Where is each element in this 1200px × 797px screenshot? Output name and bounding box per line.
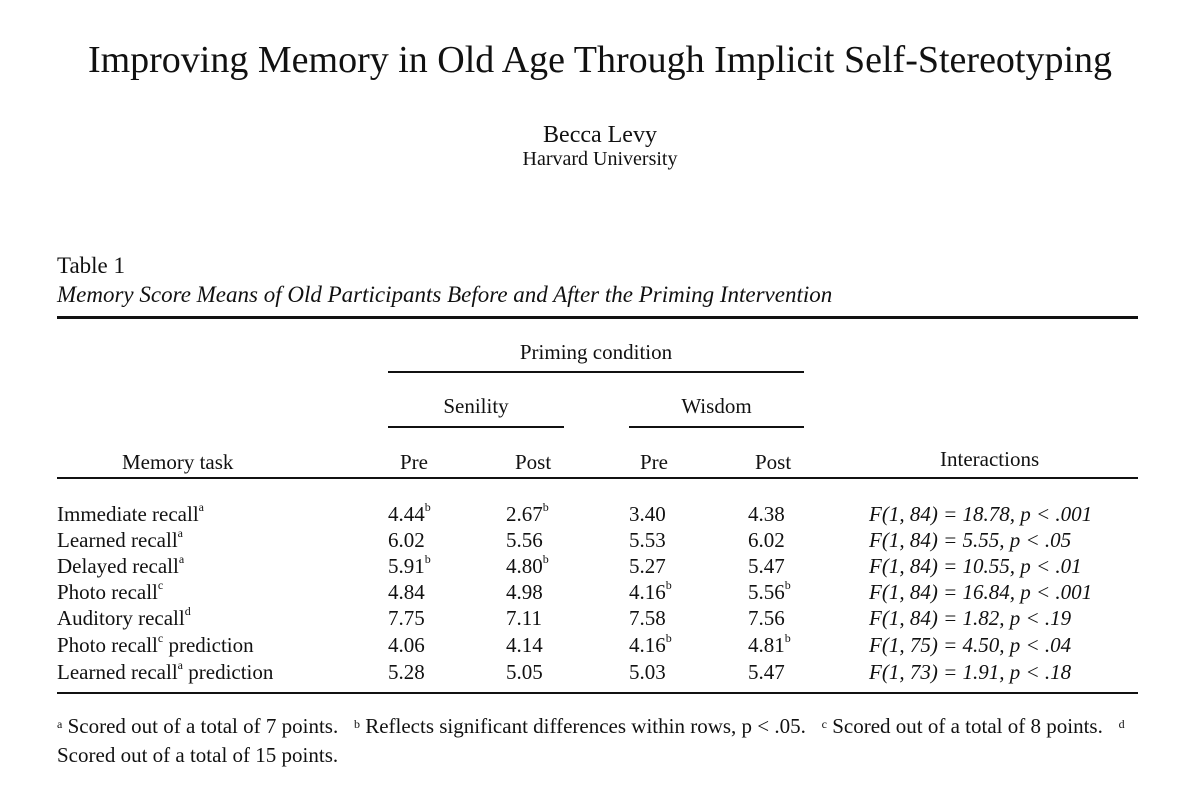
header-interactions: Interactions: [940, 447, 1040, 471]
senility-rule: [388, 426, 564, 428]
interaction-cell: F(1, 84) = 16.84, p < .001: [869, 580, 1093, 604]
wisdom-pre-cell: 4.16$^b$: [629, 631, 672, 657]
footnote-a: Scored out of a total of 7 points.: [67, 714, 339, 738]
header-priming-condition: Priming condition: [519, 340, 673, 364]
row-task: Photo recall$^c$: [57, 578, 164, 604]
wisdom-pre-cell: 5.53: [629, 528, 666, 552]
table-row: [0, 554, 1200, 580]
table-top-rule: [57, 316, 1138, 319]
interaction-cell: F(1, 84) = 5.55, p < .05: [869, 528, 1072, 552]
senility-pre-cell: 4.06: [388, 633, 425, 657]
table-row: [0, 633, 1200, 659]
interaction-cell: F(1, 84) = 1.82, p < .19: [869, 606, 1072, 630]
senility-post-cell: 5.56: [506, 528, 543, 552]
wisdom-pre-cell: 7.58: [629, 606, 666, 630]
row-task: Learned recall$^a$: [57, 526, 183, 552]
interaction-cell: F(1, 84) = 18.78, p < .001: [869, 502, 1093, 526]
header-memory-task: Memory task: [122, 450, 234, 474]
senility-post-cell: 7.11: [506, 606, 542, 630]
wisdom-post-cell: 4.81$^b$: [748, 631, 791, 657]
table-bottom-rule: [57, 692, 1138, 694]
row-task: Learned recall$^a$ prediction: [57, 658, 274, 684]
senility-pre-cell: 6.02: [388, 528, 425, 552]
wisdom-rule: [629, 426, 804, 428]
senility-pre-cell: 7.75: [388, 606, 425, 630]
wisdom-post-cell: 4.38: [748, 502, 785, 526]
row-task: Delayed recall$^a$: [57, 552, 185, 578]
wisdom-post-cell: 5.47: [748, 660, 785, 684]
header-wisdom-pre: Pre: [640, 450, 668, 474]
table-row: [0, 580, 1200, 606]
header-senility-pre: Pre: [400, 450, 428, 474]
table-number: Table 1: [57, 253, 126, 278]
header-senility: Senility: [443, 394, 509, 418]
wisdom-post-cell: 6.02: [748, 528, 785, 552]
senility-pre-cell: 4.84: [388, 580, 425, 604]
interaction-cell: F(1, 84) = 10.55, p < .01: [869, 554, 1082, 578]
footnote-d: Scored out of a total of 15 points.: [57, 743, 339, 767]
table-row: [0, 660, 1200, 686]
author-name: Becca Levy: [543, 122, 657, 148]
paper-title: Improving Memory in Old Age Through Implicit Self-Stereotyping: [87, 39, 1113, 81]
senility-post-cell: 4.80$^b$: [506, 552, 549, 578]
interaction-cell: F(1, 75) = 4.50, p < .04: [869, 633, 1072, 657]
row-task: Auditory recall$^d$: [57, 604, 191, 630]
row-task: Photo recall$^c$ prediction: [57, 631, 254, 657]
senility-post-cell: 4.98: [506, 580, 543, 604]
header-senility-post: Post: [515, 450, 552, 474]
table-row: [0, 606, 1200, 632]
senility-pre-cell: 5.28: [388, 660, 425, 684]
senility-post-cell: 4.14: [506, 633, 543, 657]
table-caption: Memory Score Means of Old Participants Before and After the Priming Intervention: [57, 282, 833, 307]
table-row: [0, 502, 1200, 528]
wisdom-pre-cell: 5.03: [629, 660, 666, 684]
table-footnotes: $^a$ Scored out of a total of 7 points. $^b$ Reflects significant differences within rows, p < .05. $^c$ Scored out of a total of 8 points. $^d$ Scored out of a total of 15 points.: [57, 714, 1125, 767]
senility-pre-cell: 5.91$^b$: [388, 552, 431, 578]
table-row: [0, 528, 1200, 554]
row-task: Immediate recall$^a$: [57, 500, 204, 526]
priming-rule: [388, 371, 804, 373]
senility-post-cell: 5.05: [506, 660, 543, 684]
interaction-cell: F(1, 73) = 1.91, p < .18: [869, 660, 1072, 684]
author-affiliation: Harvard University: [522, 148, 678, 170]
footnote-b: Reflects significant differences within rows, p < .05.: [365, 714, 806, 738]
footnote-c: Scored out of a total of 8 points.: [832, 714, 1103, 738]
wisdom-post-cell: 7.56: [748, 606, 785, 630]
wisdom-post-cell: 5.56$^b$: [748, 578, 791, 604]
header-bottom-rule: [57, 477, 1138, 479]
senility-pre-cell: 4.44$^b$: [388, 500, 431, 526]
wisdom-pre-cell: 4.16$^b$: [629, 578, 672, 604]
wisdom-pre-cell: 3.40: [629, 502, 666, 526]
wisdom-post-cell: 5.47: [748, 554, 785, 578]
header-wisdom-post: Post: [755, 450, 792, 474]
wisdom-pre-cell: 5.27: [629, 554, 666, 578]
senility-post-cell: 2.67$^b$: [506, 500, 549, 526]
header-wisdom: Wisdom: [681, 394, 752, 418]
